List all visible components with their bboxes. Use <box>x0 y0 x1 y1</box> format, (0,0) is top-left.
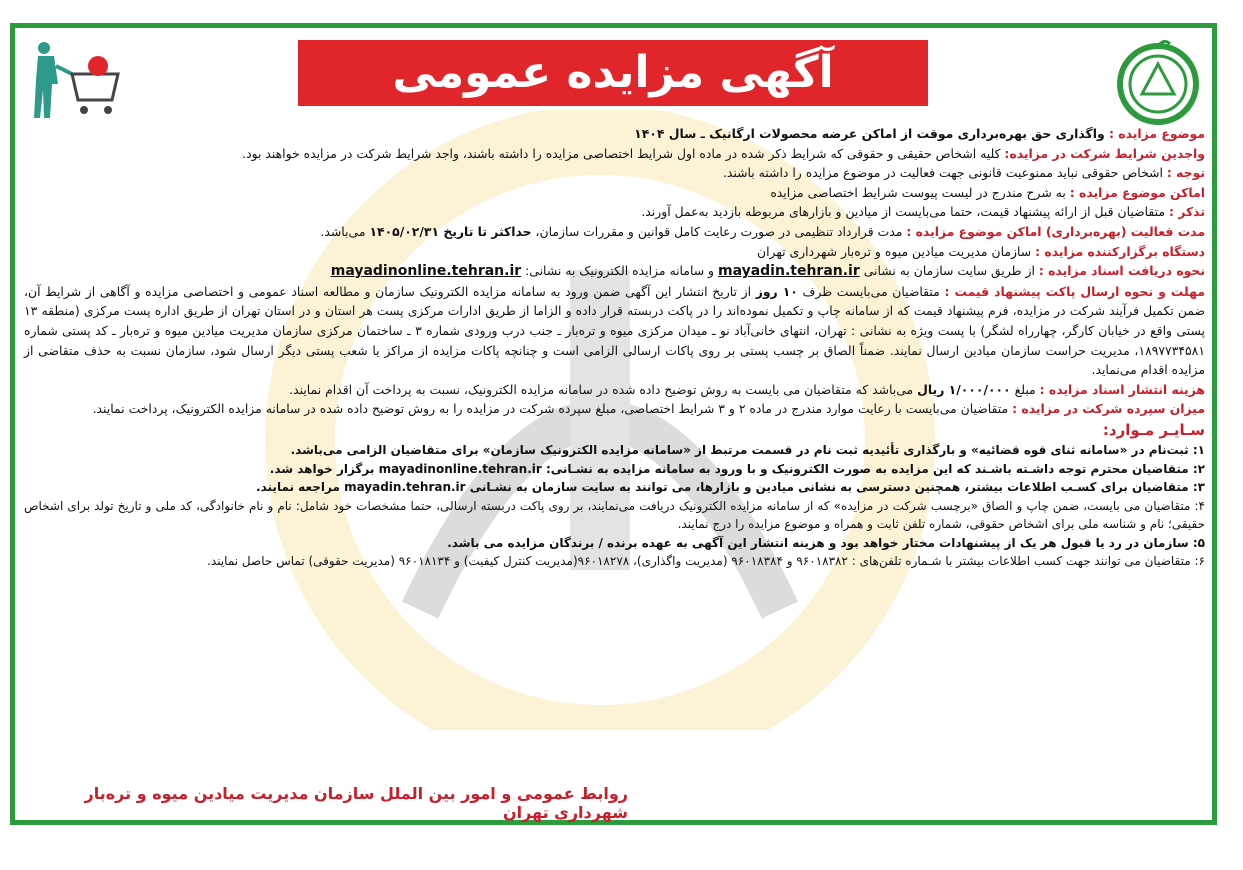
section-text: سازمان مدیریت میادین میوه و تره‌بار شهرداری تهران <box>757 243 1032 259</box>
tehran-municipality-emblem-icon <box>1112 34 1204 126</box>
deadline-date: حداکثر تا تاریخ ۱۴۰۵/۰۲/۳۱ <box>369 223 532 239</box>
section-text: متقاضیان می‌بایست ظرف <box>802 283 940 299</box>
ad-body <box>24 124 1205 571</box>
section-text: به شرح مندرج در لیست پیوست شرایط اختصاصی مزایده <box>770 184 1066 200</box>
list-item: ۲: متقاضیان محترم توجه داشـته باشـند که این مزایده به صورت الکترونیک و با ورود به سامانه مزایده به نشـانی: mayadinonline.tehran.ir برگزار خواهد شد. <box>269 461 1205 476</box>
footer-credit: روابط عمومی و امور بین الملل سازمان مدیریت میادین میوه و تره‌بار شهرداری تهران <box>84 784 628 822</box>
section-label: اماکن موضوع مزایده : <box>1069 184 1205 200</box>
section-text: مدت قرارداد تنظیمی در صورت رعایت کامل قوانین و مقررات سازمان، <box>535 223 903 239</box>
section-deposit <box>24 399 1205 419</box>
section-fee <box>24 380 1205 400</box>
deadline-days: ۱۰ روز <box>755 283 798 299</box>
section-label: هزینه انتشار اسناد مزایده : <box>1039 381 1205 397</box>
section-deadline <box>24 282 1205 380</box>
section-label: نحوه دریافت اسناد مزایده : <box>1038 263 1205 279</box>
section-text: متقاضیان قبل از ارائه پیشنهاد قیمت، حتما می‌بایست از میادین و بازارهای مربوطه بازدید به‌عمل آورند. <box>641 204 1166 220</box>
fee-amount: ۱/۰۰۰/۰۰۰ ریال <box>917 381 1011 397</box>
section-note <box>24 163 1205 183</box>
list-item: ۳: متقاضیان برای کسـب اطلاعات بیشتر، همچنین دسترسی به نشانی میادین و بازارها، می توانند به سایت سازمان به نشـانی mayadin.tehran.ir مراجعه نمایند. <box>256 480 1205 495</box>
section-eligibility <box>24 144 1205 164</box>
section-reminder <box>24 202 1205 222</box>
other-items-list <box>24 441 1205 571</box>
portal-link[interactable]: mayadinonline.tehran.ir <box>330 263 522 280</box>
site-link[interactable]: mayadin.tehran.ir <box>717 263 860 280</box>
section-text: از تاریخ انتشار این آگهی ضمن ورود به سامانه مزایده الکترونیک سازمان و مطالعه اسناد عمومی و اختصاصی مزایده و آگاهی از شرایط آن، ضمن تکمیل فرآیند شرکت در مزایده، فرم پیشنهاد قیمت که از سامانه چاپ و تکمیل نموده‌اند را در پاکت دربسته قرار داده و الزاما از طریق ادارات مرکزی پست هر استان و در استان تهران از طریق اداره پست مرکزی (منطقه ۱۳ پستی واقع در خیابان کارگر، چهارراه لشگر) با پست ویژه به نشانی : تهران، انتهای خانی‌آباد نو ـ میدان مرکزی میوه و تره‌بار ـ جنب درب ورودی شماره ۳ ـ ساختمان مرکزی سازمان مدیریت میادین میوه و تره‌بار ـ کد پستی شماره ۱۸۹۷۷۳۴۵۸۱، مدیریت حراست سازمان میادین ارسال نمایند. ضمناً الصاق بر چسب پستی بر روی پاکات ارسالی الزامی است و چنانچه پاکات مزایده از مراکز یا شعب پستی دیگر ارسال شود، سازمان نسبت به حذف متقاضی از مزایده اقدام می‌نماید. <box>24 283 1205 378</box>
section-label: موضوع مزایده : <box>1109 126 1205 141</box>
section-text: و سامانه مزایده الکترونیک به نشانی: <box>525 263 715 279</box>
section-text: می‌باشد. <box>320 223 366 239</box>
list-item: ۶: متقاضیان می توانند جهت کسب اطلاعات بیشتر با شـماره تلفن‌های : ۹۶۰۱۸۳۸۲ و ۹۶۰۱۸۳۸۴ (مدیریت واگذاری)، ۹۶۰۱۸۲۷۸(مدیریت کنترل کیفیت) و ۹۶۰۱۸۱۳۴ (مدیریت حقوقی) تماس حاصل نمایند. <box>207 554 1205 569</box>
section-organizer <box>24 242 1205 262</box>
section-text: واگذاری حق بهره‌برداری موقت از اماکن عرضه محصولات ارگانیک ـ سال ۱۴۰۴ <box>634 126 1105 141</box>
section-label: مدت فعالیت (بهره‌برداری) اماکن موضوع مزایده : <box>906 223 1205 239</box>
person-shopping-cart-icon <box>28 40 124 122</box>
section-text: متقاضیان می‌بایست با رعایت موارد مندرج در ماده ۲ و ۳ شرایط اختصاصی، مبلغ سپرده شرکت در مزایده را به روش توضیح داده شده در سامانه مزایده الکترونیک، پرداخت نمایند. <box>92 401 1009 417</box>
list-item: ۵: سازمان در رد یا قبول هر یک از پیشنهادات مختار خواهد بود و هزینه انتشار این آگهی به عهده برنده / برندگان مزایده می باشد. <box>447 535 1205 550</box>
section-label: واجدین شرایط شرکت در مزایده: <box>1004 145 1205 161</box>
list-item: ۴: متقاضیان می بایست، ضمن چاپ و الصاق «برچسب شرکت در مزایده» که از سامانه مزایده الکترونیک دریافت می‌نمایند، بر روی پاکت دربسته ارسالی، حتما مشخصات خود شامل: نام و نام خانوادگی، کد ملی و تاریخ تولد برای اشخاص حقیقی؛ نام و شناسه ملی برای اشخاص حقوقی، شماره تلفن ثابت و همراه و موضوع مزایده را درج نمایند. <box>24 498 1205 532</box>
section-label: دستگاه برگزارکننده مزایده : <box>1035 243 1205 259</box>
section-label: مهلت و نحوه ارسال پاکت پیشنهاد قیمت : <box>944 283 1205 299</box>
section-text: اشخاص حقوقی نباید ممنوعیت قانونی جهت فعالیت در موضوع مزایده را داشته باشند. <box>722 165 1163 181</box>
section-text: از طریق سایت سازمان به نشانی <box>863 263 1035 279</box>
section-text: می‌باشد که متقاضیان می بایست به روش توضیح داده شده در سامانه مزایده الکترونیک، نسبت به پرداخت آن اقدام نمایند. <box>289 381 914 397</box>
section-locations <box>24 183 1205 203</box>
section-subject <box>24 124 1205 144</box>
page-title: آگهی مزایده عمومی <box>298 40 928 106</box>
section-label: توجه : <box>1166 165 1205 181</box>
section-text: مبلغ <box>1014 381 1036 397</box>
other-items-title: سـایـر مـوارد: <box>1102 420 1205 439</box>
section-label: تذکر : <box>1169 204 1205 220</box>
section-documents <box>24 261 1205 282</box>
list-item: ۱: ثبت‌نام در «سامانه ثنای قوه قضائیه» و بارگذاری تأئیدیه ثبت نام در قسمت مرتبط از «سامانه مزایده الکترونیک سازمان» برای متقاضیان الزامی می‌باشد. <box>290 442 1205 457</box>
section-text: کلیه اشخاص حقیقی و حقوقی که شرایط ذکر شده در ماده اول شرایط اختصاصی مزایده را داشته باشند، واجد شرایط شرکت در مزایده خواهند بود. <box>242 145 1001 161</box>
section-label: میزان سپرده شرکت در مزایده : <box>1012 401 1205 417</box>
section-duration <box>24 222 1205 242</box>
